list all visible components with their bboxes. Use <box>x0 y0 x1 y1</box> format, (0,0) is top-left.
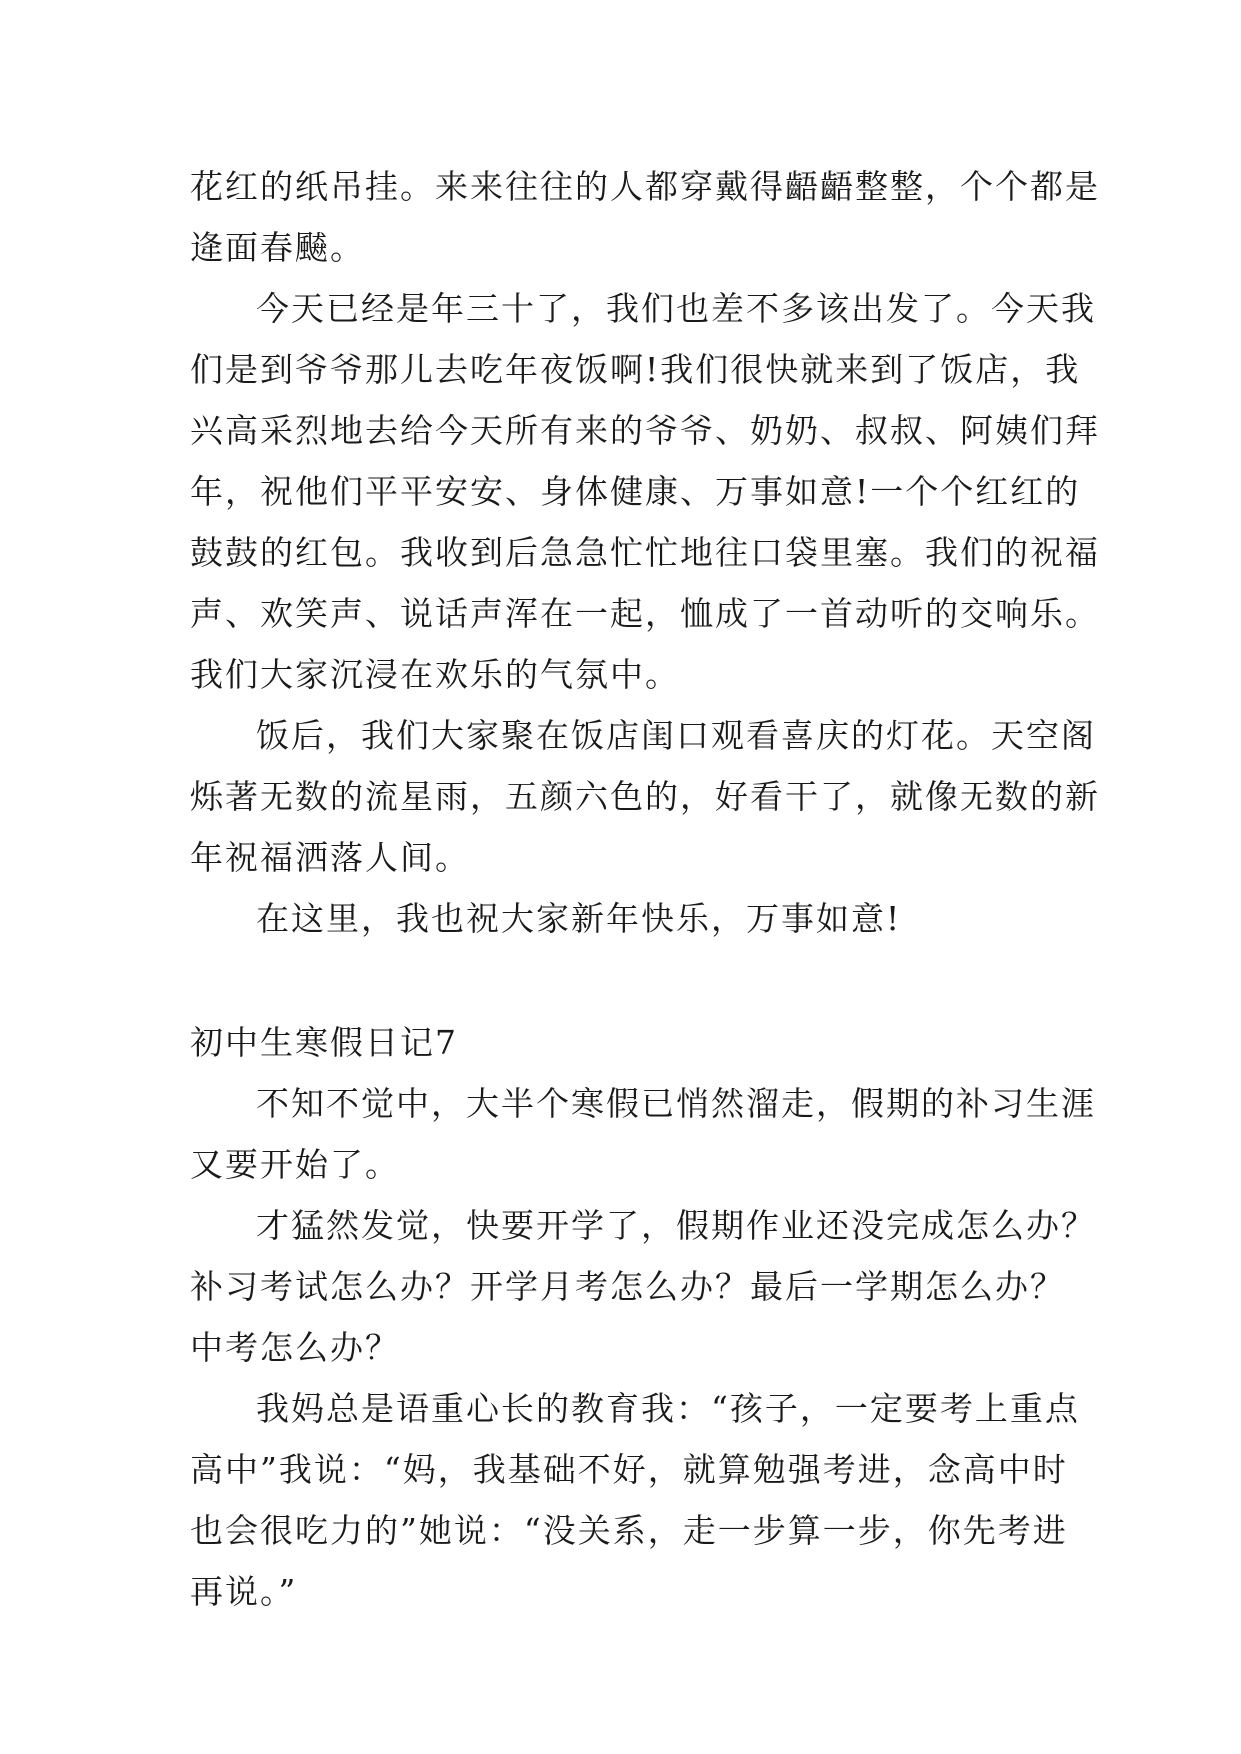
text-line: 烁著无数的流星雨，五颜六色的，好看干了，就像无数的新 <box>190 777 1100 816</box>
text-line: 再说。” <box>190 1572 298 1611</box>
text-line: 在这里，我也祝大家新年快乐，万事如意! <box>256 899 902 938</box>
text-line: 兴高采烈地去给今天所有来的爷爷、奶奶、叔叔、阿姨们拜 <box>190 411 1100 450</box>
paragraph <box>190 156 1100 278</box>
section-spacer <box>190 949 1070 1012</box>
text-line: 花红的纸吊挂。来来往往的人都穿戴得齬齬整整，个个都是 <box>190 167 1100 206</box>
text-line: 们是到爷爷那儿去吃年夜饭啊!我们很快就来到了饭店，我 <box>190 350 1081 389</box>
paragraph <box>190 278 1100 705</box>
text-line: 年，祝他们平平安安、身体健康、万事如意!一个个红红的 <box>190 472 1081 511</box>
text-line: 年祝福洒落人间。 <box>190 838 470 877</box>
text-line: 高中”我说：“妈，我基础不好，就算勉强考进，念高中时 <box>190 1450 1068 1489</box>
paragraph <box>190 1073 1096 1195</box>
text-line: 逄面春飇。 <box>190 228 365 267</box>
text-line: 饭后，我们大家聚在饭店闺口观看喜庆的灯花。天空阁 <box>256 716 1096 755</box>
text-line: 不知不觉中，大半个寒假已悄然溜走，假期的补习生涯 <box>256 1084 1096 1123</box>
heading-text: 初中生寒假日记7 <box>190 1023 458 1062</box>
paragraph <box>190 705 1100 888</box>
text-line: 今天已经是年三十了，我们也差不多该出发了。今天我 <box>256 289 1096 328</box>
paragraph <box>190 1195 1096 1378</box>
text-line: 我们大家沉浸在欢乐的气氛中。 <box>190 655 680 694</box>
section-heading <box>190 1012 1070 1073</box>
paragraph <box>190 888 1070 949</box>
text-line: 也会很吃力的”她说：“没关系，走一步算一步，你先考进 <box>190 1511 1068 1550</box>
text-line: 补习考试怎么办？开学月考怎么办？最后一学期怎么办？ <box>190 1267 1065 1306</box>
text-line: 声、欢笑声、说话声浑在一起，恤成了一首动听的交响乐。 <box>190 594 1100 633</box>
paragraph <box>190 1378 1080 1622</box>
document-page <box>190 156 1100 1622</box>
text-line: 中考怎么办？ <box>190 1328 400 1367</box>
text-line: 鼓鼓的红包。我收到后急急忙忙地往口袋里塞。我们的祝福 <box>190 533 1100 572</box>
text-line: 才猛然发觉，快要开学了，假期作业还没完成怎么办？ <box>256 1206 1096 1245</box>
text-line: 我妈总是语重心长的教育我：“孩子，一定要考上重点 <box>256 1389 1080 1428</box>
text-line: 又要开始了。 <box>190 1145 400 1184</box>
